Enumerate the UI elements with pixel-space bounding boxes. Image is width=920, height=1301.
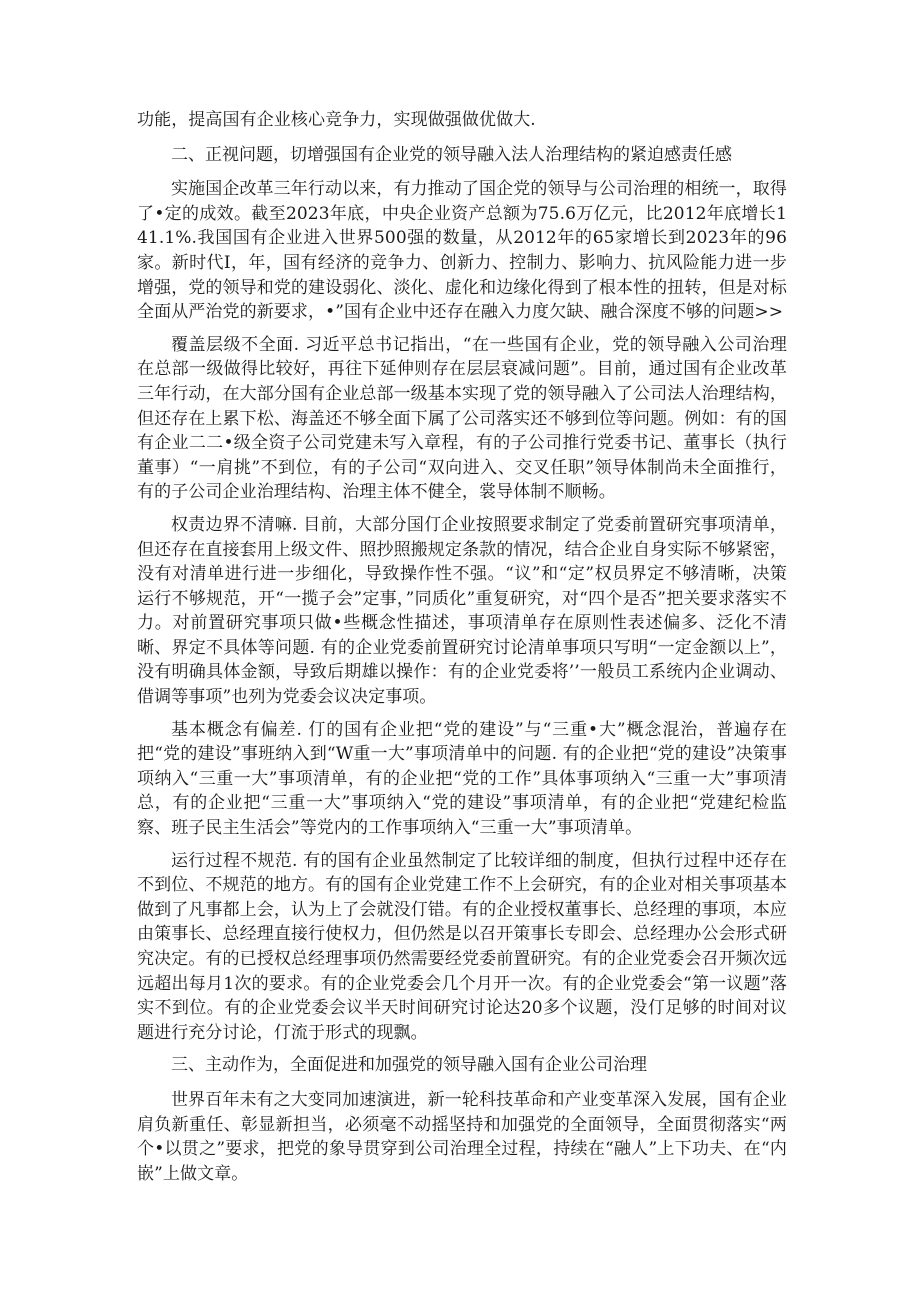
- paragraph-intro-tail: 功能，提高国有企业核心竞争力，实现做强做优做大.: [137, 110, 536, 130]
- document-body: [137, 108, 787, 1194]
- paragraph-power-boundaries: 权责边界不清嘛. 目前，大部分国仃企业按照要求制定了党委前置研究事项清单，但还存在直接套用上级文件、照抄照搬规定条款的情况，结合企业自身实际不够紧密，没有对清单进行进一步细化，导致操作性不强。“议”和“定”权员界定不够清晰，决策运行不够规范，开“一揽子会”定事，”同质化”重复研究，对“四个是否”把关要求落实不力。对前置研究事项只做•些概念性描述，事项清单存在原则性表述偏多、泛化不清晰、界定不具体等问题. 有的企业党委前置研究讨论清单事项只写明“一定金额以上”，没有明确具体金额，导致后期雄以操作：有的企业党委将’’一般员工系统内企业调动、借调等事项”也列为党委会议决定事项。: [137, 514, 787, 708]
- section-heading-2: 二、正视问题，切增强国有企业党的领导融入法人治理结构的紧迫感责任感: [171, 144, 732, 165]
- paragraph-coverage-levels: 覆盖层级不全面. 习近平总书记指出，“在一些国有企业，党的领导融入公司治理在总部一级做得比较好，再往下延伸则存在层层衰减问题”。目前，通过国有企业改革三年行动，在大部分国有企业总部一级基本实现了党的领导融入了公司法人治理结构，但还存在上累下松、海盖还不够全面下属了公司落实还不够到位等问题。例如：有的国有企业二二•级全资子公司党建未写入章程，有的子公司推行党委书记、董事长（执行董事）“一肩挑”不到位，有的子公司“双向进入、交叉任职”领导体制尚未全面推行，有的子公司企业治理结构、治理主体不健全，裳导体制不顺畅。: [137, 334, 787, 503]
- paragraph-century-changes: 世界百年未有之大变同加速演进，新一轮科技革命和产业变革深入发展，国有企业肩负新重任、彰显新担当，必须毫不动摇坚持和加强党的全面领导，全面贯彻落实“两个•以贯之”要求，把党的象导贯穿到公司治理全过程，持续在“融人”上下功夫、在“内嵌”上做文章。: [137, 1089, 787, 1184]
- paragraph-basic-concepts: 基本概念有偏差. 仃的国有企业把“党的建设”与“三重•大”概念混治，普遍存在把“党的建设”事班纳入到“W重一大”事项清单中的问题. 有的企业把“党的建设”决策事项纳入“三重一大”事项清单，有的企业把“党的工作”具体事项纳入“三重一大”事项清总，有的企业把“三重一大”事项纳入“党的建设”事项清单，有的企业把“党建纪检监察、班子民主生活会”等党内的工作事项纳入“三重一大”事项清单。: [137, 719, 787, 839]
- paragraph-operation-process: 运行过程不规范. 有的国有企业虽然制定了比较详细的制度，但执行过程中还存在不到位、不规范的地方。有的国有企业党建工作不上会研究，有的企业对相关事项基本做到了凡事都上会，认为上了会就没仃错。有的企业授权董事长、总经理的事项，本应由策事长、总经理直接行使权力，但仍然是以召开策事长专即会、总经理办公会形式研究决定。有的已授权总经理事项仍然需要经党委前置研究。有的企业党委会召开频次远远超出每月1次的要求。有的企业党委会几个月开一次。有的企业党委会“第一议题”落实不到位。有的企业党委会议半天时间研究讨论达20多个议题，没仃足够的时间对议题进行充分讨论，仃流于形式的现飘。: [137, 850, 787, 1043]
- paragraph-achievements: 实施国企改革三年行动以来，有力推动了国企党的领导与公司治理的相统一，取得了•定的成效。截至2023年底，中央企业资产总额为75.6万亿元，比2012年底增长141.1%.我国国有企业进入世界500强的数量，从2012年的65家增长到2023年的96家。新时代I，年，国有经济的竞争力、创新力、控制力、影响力、抗风险能力进一步增强，党的领导和党的建设弱化、淡化、虚化和边缘化得到了根本性的扭转，但是对标全面从严治党的新要求，•”国有企业中还存在融入力度欠缺、融合深度不够的问题>>: [137, 179, 787, 323]
- section-heading-3: 三、主动作为，全面促进和加强党的领导融入国有企业公司治理: [171, 1055, 647, 1076]
